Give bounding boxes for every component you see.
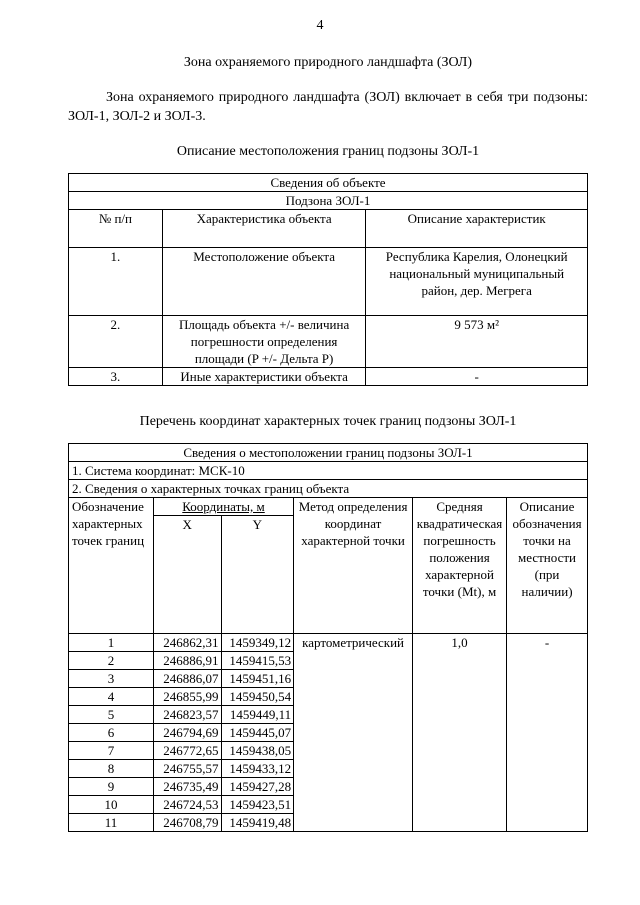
coords-section-title: Перечень координат характерных точек границ подзоны ЗОЛ-1	[139, 414, 517, 429]
object-table-title: Сведения об объекте	[69, 174, 588, 192]
point-number: 11	[69, 814, 154, 832]
row-name: Площадь объекта +/- величина погрешности определения площади (P +/- Дельта P)	[162, 316, 366, 368]
point-x: 246755,57	[153, 760, 221, 778]
point-y: 1459450,54	[221, 688, 294, 706]
point-x: 246724,53	[153, 796, 221, 814]
point-number: 6	[69, 724, 154, 742]
object-table-subtitle: Подзона ЗОЛ-1	[69, 192, 588, 210]
coords-table-title: Сведения о местоположении границ подзоны ЗОЛ-1	[69, 444, 588, 462]
header-y: Y	[221, 516, 294, 634]
point-number: 4	[69, 688, 154, 706]
point-y: 1459433,12	[221, 760, 294, 778]
row-name: Иные характеристики объекта	[162, 368, 366, 386]
point-number: 9	[69, 778, 154, 796]
header-coords: Координаты, м	[153, 498, 293, 516]
point-y: 1459349,12	[221, 634, 294, 652]
point-y: 1459445,07	[221, 724, 294, 742]
point-x: 246772,65	[153, 742, 221, 760]
point-x: 246862,31	[153, 634, 221, 652]
header-method: Метод определения координат характерной точки	[294, 498, 413, 634]
point-y: 1459419,48	[221, 814, 294, 832]
header-error	[413, 498, 507, 634]
point-x: 246735,49	[153, 778, 221, 796]
point-x: 246823,57	[153, 706, 221, 724]
point-number: 3	[69, 670, 154, 688]
coord-system: 1. Система координат: МСК-10	[69, 462, 588, 480]
header-characteristic: Характеристика объекта	[162, 210, 366, 248]
point-number: 8	[69, 760, 154, 778]
row-value: -	[366, 368, 588, 386]
point-number: 10	[69, 796, 154, 814]
point-number: 2	[69, 652, 154, 670]
point-y: 1459423,51	[221, 796, 294, 814]
point-x: 246794,69	[153, 724, 221, 742]
method-value: картометрический	[294, 634, 413, 832]
point-y: 1459438,05	[221, 742, 294, 760]
header-error-text: Средняя квадратическая погрешность положения характерной точки (Mt), м	[416, 499, 503, 599]
point-x: 246886,07	[153, 670, 221, 688]
point-y: 1459451,16	[221, 670, 294, 688]
point-number: 5	[69, 706, 154, 724]
point-x: 246855,99	[153, 688, 221, 706]
object-table	[68, 173, 588, 386]
point-x: 246708,79	[153, 814, 221, 832]
header-designation: Обозначение характерных точек границ	[69, 498, 154, 634]
row-num: 2.	[69, 316, 163, 368]
point-x: 246886,91	[153, 652, 221, 670]
header-x: X	[153, 516, 221, 634]
object-section-title: Описание местоположения границ подзоны ЗОЛ-1	[176, 144, 480, 159]
coords-table	[68, 443, 588, 832]
row-num: 3.	[69, 368, 163, 386]
row-value: Республика Карелия, Олонецкий национальный муниципальный район, дер. Мегрега	[366, 248, 588, 316]
point-y: 1459415,53	[221, 652, 294, 670]
point-number: 1	[69, 634, 154, 652]
description-value: -	[507, 634, 588, 832]
error-value: 1,0	[413, 634, 507, 832]
row-name: Местоположение объекта	[162, 248, 366, 316]
point-number: 7	[69, 742, 154, 760]
points-title: 2. Сведения о характерных точках границ объекта	[69, 480, 588, 498]
row-num: 1.	[69, 248, 163, 316]
intro-paragraph: Зона охраняемого природного ландшафта (ЗОЛ) включает в себя три подзоны: ЗОЛ-1, ЗОЛ-2 и ЗОЛ-3.	[68, 90, 588, 124]
point-y: 1459449,11	[221, 706, 294, 724]
row-value: 9 573 м²	[366, 316, 588, 368]
zone-heading: Зона охраняемого природного ландшафта (ЗОЛ)	[183, 55, 473, 70]
header-description: Описание обозначения точки на местности (при наличии)	[507, 498, 588, 634]
header-num: № п/п	[69, 210, 163, 248]
page-number: 4	[316, 18, 324, 33]
point-y: 1459427,28	[221, 778, 294, 796]
header-description: Описание характеристик	[366, 210, 588, 248]
table-row	[69, 634, 588, 652]
points-body	[69, 634, 588, 832]
